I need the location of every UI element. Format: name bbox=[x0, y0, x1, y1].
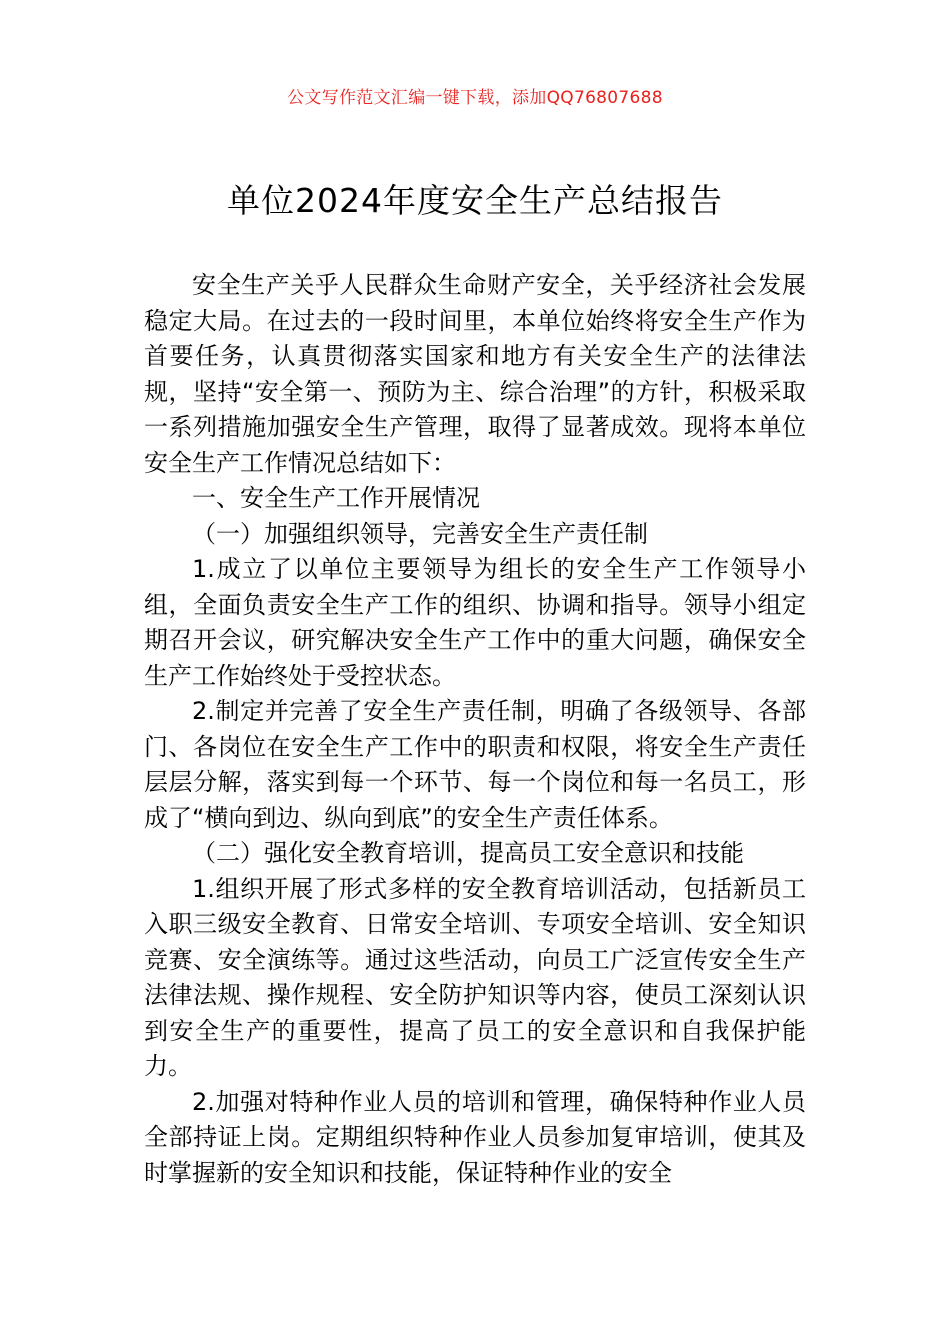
download-banner[interactable]: 公文写作范文汇编一键下载，添加QQ76807688 bbox=[287, 88, 663, 108]
intro-paragraph: 安全生产关乎人民群众生命财产安全，关乎经济社会发展稳定大局。在过去的一段时间里，本单位始终将安全生产作为首要任务，认真贯彻落实国家和地方有关安全生产的法律法规，坚持“安全第一、预防为主、综合治理”的方针，积极采取一系列措施加强安全生产管理，取得了显著成效。现将本单位安全生产工作情况总结如下： bbox=[144, 271, 806, 477]
body-paragraph: 1.成立了以单位主要领导为组长的安全生产工作领导小组，全面负责安全生产工作的组织、协调和指导。领导小组定期召开会议，研究解决安全生产工作中的重大问题，确保安全生产工作始终处于受控状态。 bbox=[144, 555, 806, 690]
body-paragraph: 2.制定并完善了安全生产责任制，明确了各级领导、各部门、各岗位在安全生产工作中的职责和权限，将安全生产责任层层分解，落实到每一个环节、每一个岗位和每一名员工，形成了“横向到边、纵向到底”的安全生产责任体系。 bbox=[144, 697, 806, 832]
section-heading: 一、安全生产工作开展情况 bbox=[192, 484, 480, 512]
subsection-heading: （二）强化安全教育培训，提高员工安全意识和技能 bbox=[192, 839, 744, 867]
body-paragraph: 1.组织开展了形式多样的安全教育培训活动，包括新员工入职三级安全教育、日常安全培训、专项安全培训、安全知识竞赛、安全演练等。通过这些活动，向员工广泛宣传安全生产法律法规、操作规程、安全防护知识等内容，使员工深刻认识到安全生产的重要性，提高了员工的安全意识和自我保护能力。 bbox=[144, 874, 806, 1080]
subsection-heading: （一）加强组织领导，完善安全生产责任制 bbox=[192, 519, 648, 548]
body-paragraph: 2.加强对特种作业人员的培训和管理，确保特种作业人员全部持证上岗。定期组织特种作业人员参加复审培训，使其及时掌握新的安全知识和技能，保证特种作业的安全 bbox=[144, 1087, 806, 1187]
document-title: 单位2024年度安全生产总结报告 bbox=[227, 181, 723, 220]
document-body bbox=[144, 268, 806, 1191]
